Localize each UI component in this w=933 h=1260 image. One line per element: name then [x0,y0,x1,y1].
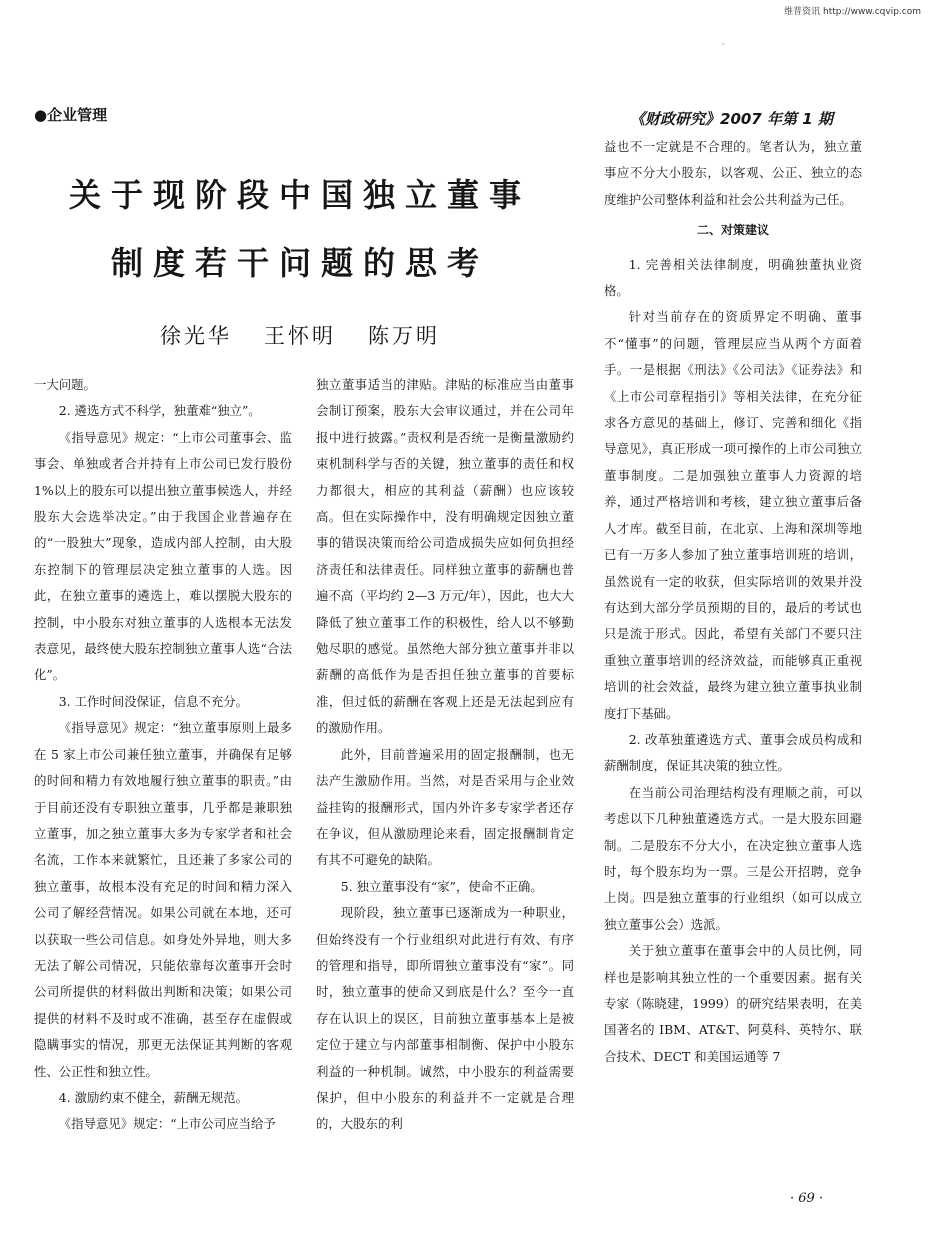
subheading: 2. 遴选方式不科学，独董难“独立”。 [58,403,261,419]
title-line-2: 制度若干问题的思考 [110,244,489,282]
paragraph: 《指导意见》规定：“上市公司应当给予 [58,1116,276,1132]
journal-header: 《财政研究》2007 年第 1 期 [630,110,833,128]
watermark: 维普资讯 http://www.cqvip.com [784,7,921,17]
column-2 [316,372,574,1138]
column-1 [34,372,292,1138]
top-dot: · [722,40,725,49]
column-3 [604,134,862,1070]
paragraph: 一大问题。 [34,377,96,392]
subheading: 3. 工作时间没保证，信息不充分。 [58,693,249,709]
paragraph: 针对当前存在的资质界定不明确、董事不“懂事”的问题，管理层应当从两个方面着手。一是根据《刑法》《公司法》《证券法》和《上市公司章程指引》等相关法律，在充分征求各方意见的基础上，修订、完善和细化《指导意见》，真正形成一项可操作的上市公司独立董事制度。二是加强独立董事人力资源的培养，通过严格培训和考核，建立独立董事后备人才库。截至目前，在北京、上海和深圳等地已有一万多人参加了独立董事培训班的培训，虽然说有一定的收获，但实际培训的效果并没有达到大部分学员预期的目的，最后的考试也只是流于形式。因此，希望有关部门不要只注重独立董事培训的经济效益，而能够真正重视培训的社会效益，最终为建立独立董事执业制度打下基础。 [604,309,862,721]
title-line-1: 关于现阶段中国独立董事 [68,176,531,214]
authors [60,320,540,350]
section-heading: 二、对策建议 [696,223,769,238]
subheading: 2. 改革独董遴选方式、董事会成员构成和薪酬制度，保证其决策的独立性。 [604,731,862,774]
section-tag: ●企业管理 [34,106,108,124]
subheading: 4. 激励约束不健全，薪酬无规范。 [58,1089,249,1105]
author-3: 陈万明 [368,324,440,348]
page-number: · 69 · [790,1191,824,1206]
paragraph: 关于独立董事在董事会中的人员比例，同样也是影响其独立性的一个重要因素。据有关专家（陈晓建，1999）的研究结果表明，在美国著名的 IBM、AT&T、阿莫科、英特尔、联合技术、DECT 和美国运通等 7 [604,943,862,1064]
subheading: 5. 独立董事没有“家”，使命不正确。 [340,878,543,894]
subheading: 1. 完善相关法律制度，明确独董执业资格。 [604,256,862,299]
paragraph: 独立董事适当的津贴。津贴的标准应当由董事会制订预案，股东大会审议通过，并在公司年报中进行披露。”责权利是否统一是衡量激励约束机制科学与否的关键，独立董事的责任和权力都很大，相应的其利益（薪酬）也应该较高。但在实际操作中，没有明确规定因独立董事的错误决策而给公司造成损失应如何负担经济责任和法律责任。同样独立董事的薪酬也普遍不高（平均约 2—3 万元/年），因此，也大大降低了独立董事工作的积极性，给人以不够勤勉尽职的感觉。虽然绝大部分独立董事并非以薪酬的高低作为是否担任独立董事的首要标准，但过低的薪酬在客观上还是无法起到应有的激励作用。 [316,377,574,736]
paragraph: 此外，目前普遍采用的固定报酬制，也无法产生激励作用。当然，对是否采用与企业效益挂钩的报酬形式，国内外许多专家学者还存在争议，但从激励理论来看，固定报酬制肯定有其不可避免的缺陷。 [316,746,574,868]
paragraph: 在当前公司治理结构没有理顺之前，可以考虑以下几种独董遴选方式。一是大股东回避制。二是股东不分大小，在决定独立董事人选时，每个股东均为一票。三是公开招聘，竞争上岗。四是独立董事的行业组织（如可以成立独立董事公会）选派。 [604,784,862,932]
paragraph: 益也不一定就是不合理的。笔者认为，独立董事应不分大小股东，以客观、公正、独立的态度维护公司整体利益和社会公共利益为己任。 [604,139,862,207]
paragraph: 《指导意见》规定：“上市公司董事会、监事会、单独或者合并持有上市公司已发行股份 1%以上的股东可以提出独立董事候选人，并经股东大会选举决定。”由于我国企业普遍存在的“一股独大”现象，造成内部人控制，由大股东控制下的管理层决定独立董事的人选。因此，在独立董事的遴选上，难以摆脱大股东的控制，中小股东对独立董事的人选根本无法发表意见，最终使大股东控制独立董事人选“合法化”。 [34,429,292,683]
author-2: 王怀明 [264,324,336,348]
paragraph: 现阶段，独立董事已逐渐成为一种职业，但始终没有一个行业组织对此进行有效、有序的管理和指导，即所谓独立董事没有“家”。同时，独立董事的使命又到底是什么？至今一直存在认识上的误区，目前独立董事基本上是被定位于建立与内部董事相制衡、保护中小股东利益的一种机制。诚然，中小股东的利益需要保护，但中小股东的利益并不一定就是合理的，大股东的利 [316,905,574,1132]
author-1: 徐光华 [160,324,232,348]
paragraph: 《指导意见》规定：“独立董事原则上最多在 5 家上市公司兼任独立董事，并确保有足够的时间和精力有效地履行独立董事的职责。”由于目前还没有专职独立董事，几乎都是兼职独立董事，加之独立董事大多为专家学者和社会名流，工作本来就繁忙，且还兼了多家公司的独立董事，故根本没有充足的时间和精力深入公司了解经营情况。如果公司就在本地，还可以获取一些公司信息。如身处外异地，则大多无法了解公司情况，只能依靠每次董事开会时公司所提供的材料做出判断和决策；如果公司提供的材料不及时或不准确，甚至存在虚假或隐瞒事实的情况，那更无法保证其判断的客观性、公正性和独立性。 [34,720,292,1079]
